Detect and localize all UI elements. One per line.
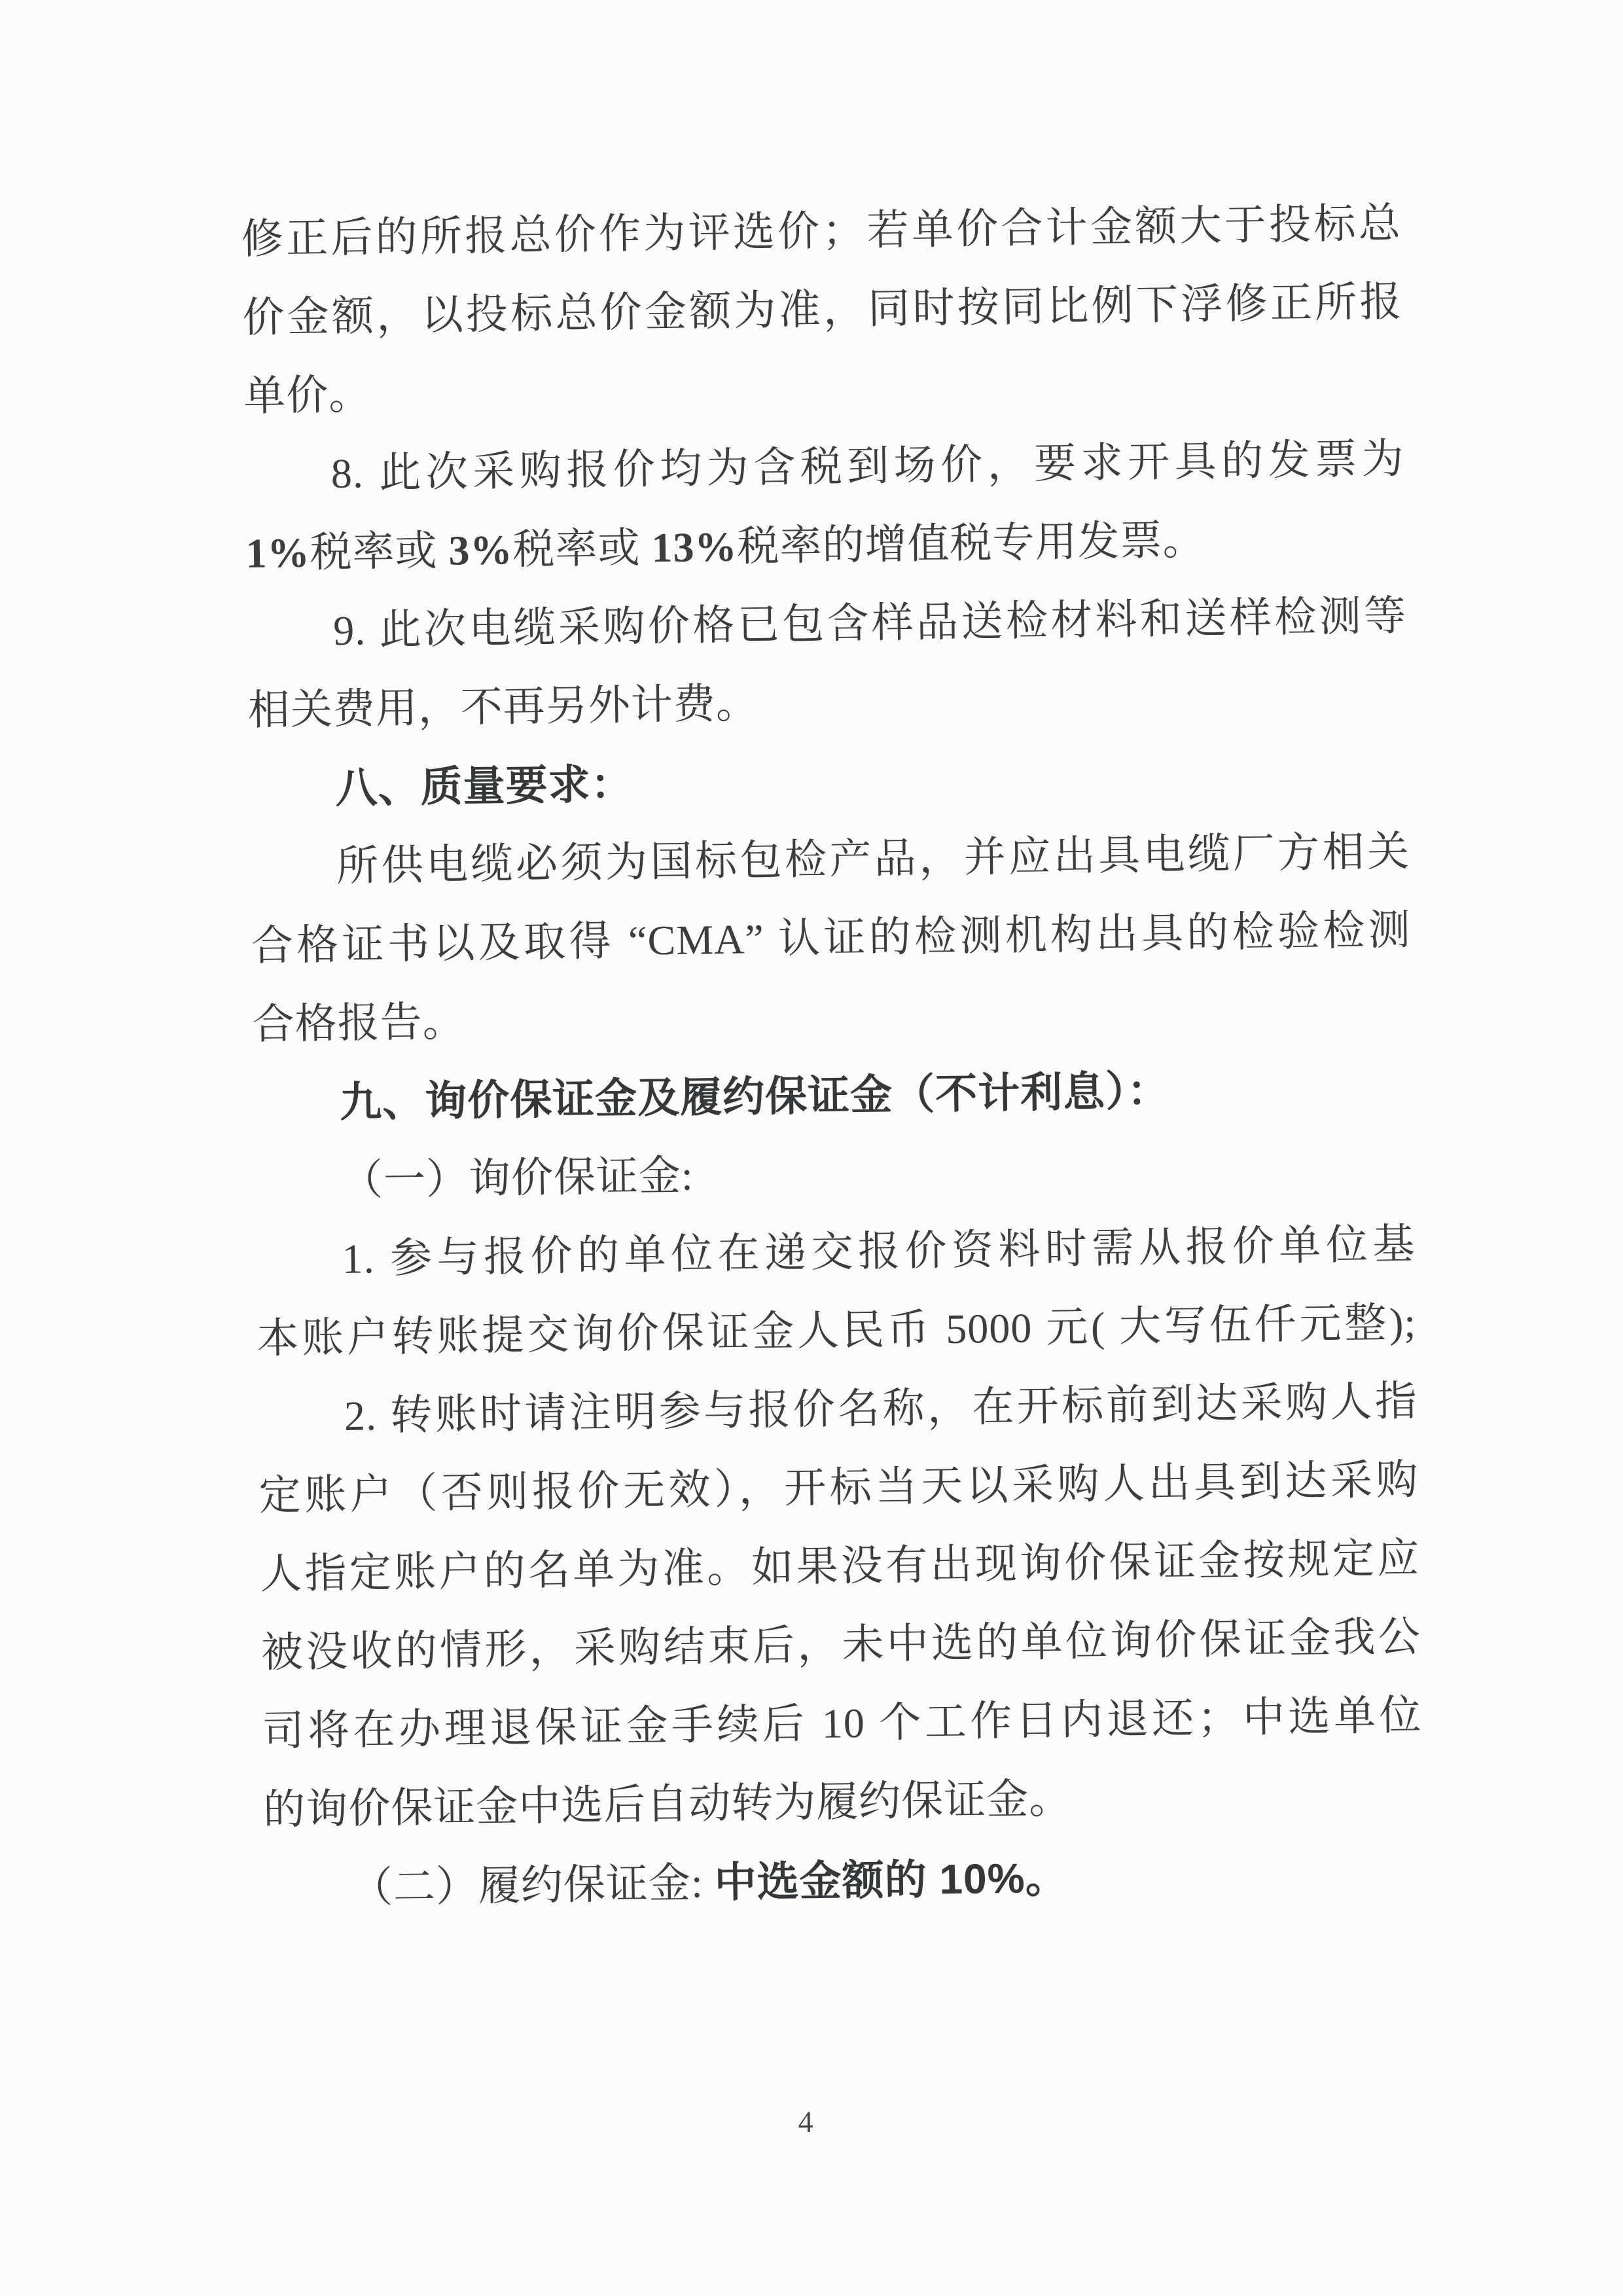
document-body [241, 184, 1425, 1928]
text-segment: 人指定账户的名单为准。如果没有出现询价保证金按规定应 [259, 1535, 1420, 1598]
text-segment: 13% [651, 523, 738, 571]
line-10 [251, 891, 1412, 986]
text-segment: 司将在办理退保证金手续后 10 个工作日内退还；中选单位 [262, 1692, 1422, 1755]
text-segment: 税率的增值税专用发票。 [736, 516, 1205, 570]
text-segment: 本账户转账提交询价保证金人民币 5000 元( 大写伍仟元整); [256, 1299, 1417, 1362]
text-segment: 合格报告。 [252, 998, 466, 1048]
text-segment: 9. 此次电缆采购价格已包含样品送检材料和送样检测等 [332, 592, 1407, 655]
text-segment: 价金额，以投标总价金额为准，同时按同比例下浮修正所报 [242, 278, 1402, 341]
text-segment: 被没收的情形，采购结束后，未中选的单位询价保证金我公 [260, 1613, 1421, 1676]
text-segment: 1% [245, 529, 311, 577]
text-segment: 1. 参与报价的单位在递交报价资料时需从报价单位基 [342, 1221, 1416, 1282]
text-segment: 合格证书以及取得 “CMA” 认证的检测机构出具的检验检测 [251, 906, 1412, 969]
line-22 [264, 1833, 1425, 1928]
text-segment: 3% [448, 526, 513, 574]
text-segment: 定账户（否则报价无效），开标当天以采购人出具到达采购 [259, 1456, 1419, 1519]
text-segment: 2. 转账时请注明参与报价名称，在开标前到达采购人指 [344, 1378, 1418, 1439]
text-segment: 所供电缆必须为国标包检产品，并应出具电缆厂方相关 [336, 828, 1410, 890]
text-segment: 的询价保证金中选后自动转为履约保证金。 [262, 1775, 1072, 1833]
text-segment: 8. 此次采购报价均为含税到场价，要求开具的发票为 [330, 435, 1405, 497]
line-04 [244, 420, 1405, 514]
document-content [241, 184, 1425, 2139]
text-segment: 税率或 [310, 527, 449, 576]
line-02 [242, 262, 1403, 357]
text-segment: 相关费用，不再另外计费。 [247, 680, 759, 734]
text-segment: 修正后的所报总价作为评选价；若单价合计金额大于投标总 [241, 200, 1402, 262]
text-segment: 八、质量要求： [335, 760, 634, 812]
text-segment: 单价。 [243, 371, 372, 420]
line-20 [262, 1676, 1423, 1771]
text-segment: 中选金额的 10%。 [714, 1854, 1069, 1907]
text-segment: （一）询价保证金: [340, 1152, 694, 1204]
page-number: 4 [798, 2105, 813, 2139]
text-segment: （二）履约保证金: [350, 1859, 715, 1911]
line-06 [246, 577, 1407, 672]
text-segment: 税率或 [512, 524, 652, 573]
text-segment: 九、询价保证金及履约保证金（不计利息）： [339, 1067, 1170, 1126]
